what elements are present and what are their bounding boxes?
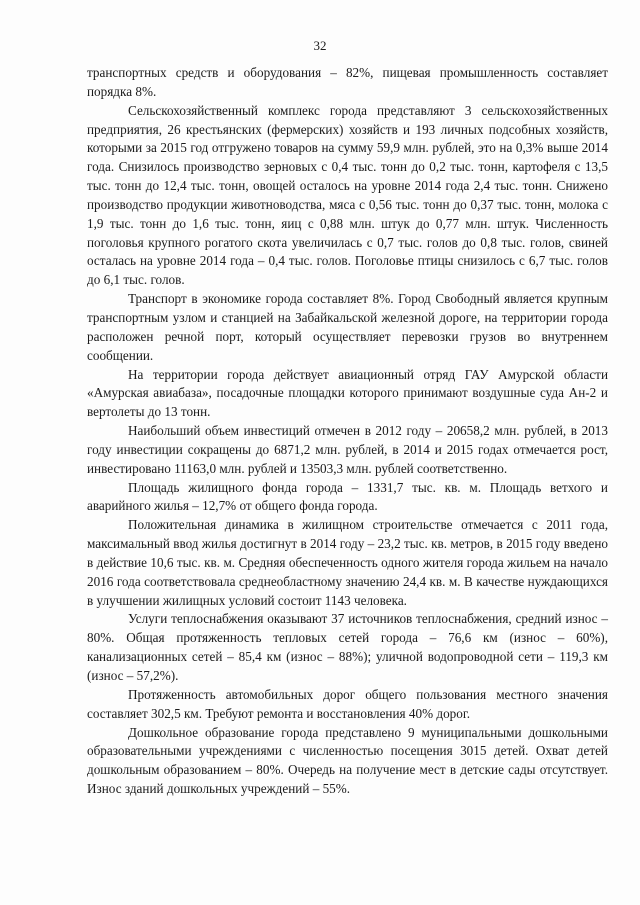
paragraph-roads: Протяженность автомобильных дорог общего пользования местного значения составляет 302,5 км. Требуют ремонта и восстановления 40% дорог. (87, 686, 608, 721)
document-body (87, 64, 608, 799)
paragraph-industry-continuation: транспортных средств и оборудования – 82%, пищевая промышленность составляет порядка 8%. (87, 65, 608, 99)
paragraph-housing-construction: Положительная динамика в жилищном строительстве отмечается с 2011 года, максимальный ввод жилья достигнут в 2014 году – 23,2 тыс. кв. метров, в 2015 году введено в действие 10,6 тыс. кв. м. Средняя обеспеченность одного жителя города жильем на начало 2016 года соответствовала среднеобластному значению 24,4 кв. м. В качестве нуждающихся в улучшении жилищных условий состоит 1143 человека. (87, 517, 608, 608)
paragraph-heat-supply: Услуги теплоснабжения оказывают 37 источников теплоснабжения, средний износ – 80%. Общая протяженность тепловых сетей города – 76,6 км (износ – 60%), канализационных сетей – 85,4 км (износ – 88%); уличной водопроводной сети – 119,3 км (износ – 57,2%). (87, 611, 608, 683)
paragraph-preschool-education: Дошкольное образование города представлено 9 муниципальными дошкольными образовательными учреждениями с численностью посещения 3015 детей. Охват детей дошкольным образованием – 80%. Очередь на получение мест в детские сады отсутствует. Износ зданий дошкольных учреждений – 55%. (87, 724, 608, 797)
paragraph-aviation: На территории города действует авиационный отряд ГАУ Амурской области «Амурская авиабаза», посадочные площадки которого принимают воздушные суда Ан-2 и вертолеты до 13 тонн. (87, 366, 608, 420)
paragraph-agriculture: Сельскохозяйственный комплекс города представляют 3 сельскохозяйственных предприятия, 26 крестьянских (фермерских) хозяйств и 193 личных подсобных хозяйств, которыми за 2015 год отгружено товаров на сумму 59,9 млн. рублей, это на 0,3% выше 2014 года. Снизилось производство зерновых с 0,4 тыс. тонн до 0,2 тыс. тонн, картофеля с 13,5 тыс. тонн до 12,4 тыс. тонн, овощей осталось на уровне 2014 года 2,4 тыс. тонн. Снижено производство продукции животноводства, мяса с 0,56 тыс. тонн до 0,37 тыс. тонн, молока с 1,9 тыс. тонн до 1,6 тыс. тонн, яиц с 0,88 млн. штук до 0,77 млн. штук. Численность поголовья крупного рогатого скота увеличилась с 0,7 тыс. голов до 0,8 тыс. голов, свиней осталась на уровне 2014 года – 0,4 тыс. голов. Поголовье птицы снизилось с 6,7 тыс. голов до 6,1 тыс. голов. (87, 102, 608, 288)
paragraph-transport: Транспорт в экономике города составляет 8%. Город Свободный является крупным транспортным узлом и станцией на Забайкальской железной дороге, на территории города расположен речной порт, который осуществляет перевозки грузов во внутреннем сообщении. (87, 291, 608, 363)
page-number: 32 (313, 38, 327, 53)
paragraph-housing-stock: Площадь жилищного фонда города – 1331,7 тыс. кв. м. Площадь ветхого и аварийного жилья – 12,7% от общего фонда города. (87, 479, 608, 514)
paragraph-investment: Наибольший объем инвестиций отмечен в 2012 году – 20658,2 млн. рублей, в 2013 году инвестиции сокращены до 6871,2 млн. рублей, в 2014 и 2015 годах отмечается рост, инвестировано 11163,0 млн. рублей и 13503,3 млн. рублей соответственно. (87, 423, 608, 476)
